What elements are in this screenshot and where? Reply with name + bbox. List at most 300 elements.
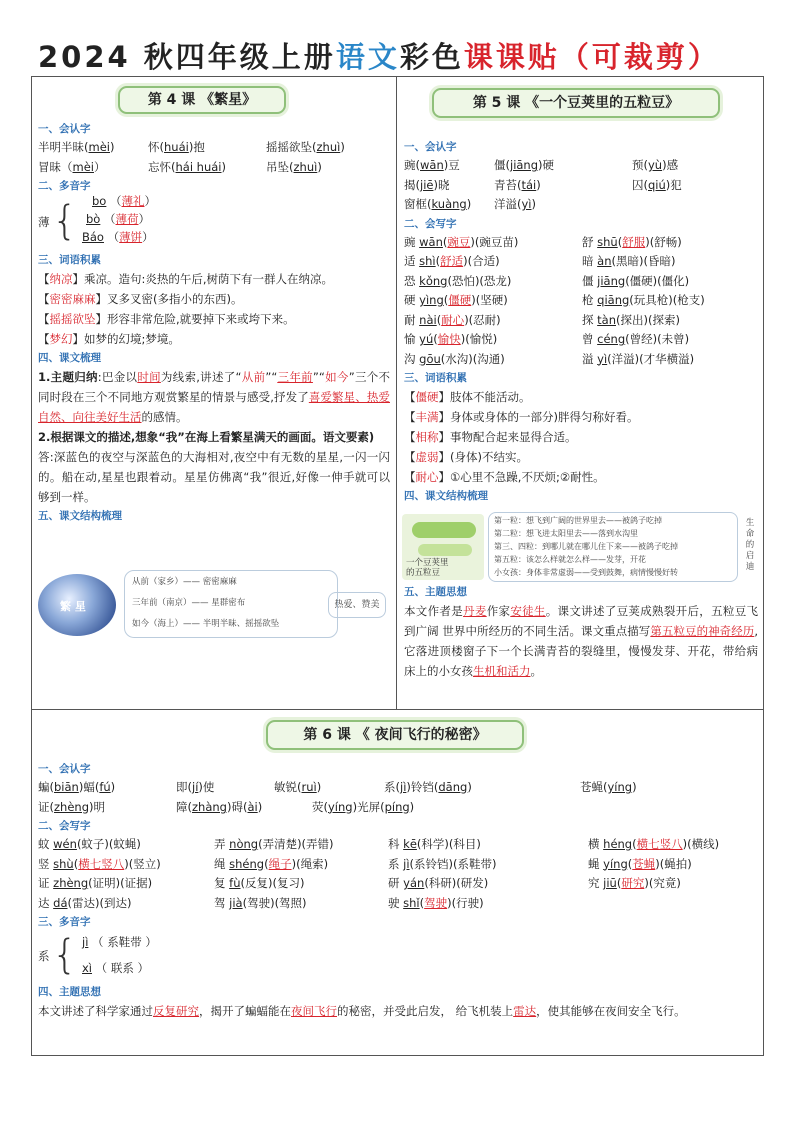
pinyin: zhèng bbox=[54, 799, 89, 814]
word: 丰满 bbox=[415, 410, 439, 424]
l5-sec2: 二、会写字 bbox=[404, 217, 457, 230]
cell bbox=[148, 138, 266, 158]
hanzi: 僵 bbox=[582, 273, 598, 288]
l6-row1 bbox=[38, 778, 760, 798]
hanzi: 忘怀( bbox=[148, 159, 176, 174]
write-row bbox=[404, 252, 758, 272]
hanzi: ) bbox=[531, 197, 537, 211]
pinyin: píng bbox=[384, 799, 410, 814]
pinyin: tàn bbox=[597, 312, 617, 327]
l6-sec1: 一、会认字 bbox=[38, 763, 91, 775]
pinyin: huái bbox=[164, 140, 189, 154]
hanzi: 弄 bbox=[214, 837, 230, 851]
pinyin: àn bbox=[597, 254, 612, 268]
hanzi: 沟 bbox=[404, 351, 420, 366]
write-row bbox=[404, 233, 758, 253]
pinyin: kē bbox=[403, 837, 417, 851]
pinyin: jì bbox=[82, 935, 89, 949]
word: (科学)(科目) bbox=[416, 837, 481, 851]
cell bbox=[494, 176, 632, 196]
cell bbox=[404, 311, 582, 331]
word: (曾经)(未曾) bbox=[625, 332, 690, 346]
cell bbox=[494, 156, 632, 176]
pinyin: yì bbox=[597, 351, 608, 366]
write-row bbox=[38, 894, 760, 914]
hanzi: 科 bbox=[388, 837, 404, 851]
word: 僵硬 bbox=[415, 390, 439, 404]
pinyin: qiāng bbox=[597, 293, 630, 307]
cell bbox=[176, 778, 274, 798]
l6-sec2: 二、会写字 bbox=[38, 820, 91, 832]
pinyin: zhàng bbox=[192, 799, 227, 814]
hanzi: 证 bbox=[38, 876, 54, 890]
l4-sec3: 三、词语积累 bbox=[38, 254, 101, 266]
cell bbox=[388, 874, 588, 894]
hanzi: 蝙( bbox=[38, 780, 54, 794]
hanzi: )使 bbox=[198, 780, 215, 794]
word: (恐怕)(恐龙) bbox=[447, 273, 512, 288]
cell bbox=[38, 835, 214, 855]
l5-pod-image bbox=[402, 514, 484, 580]
cell bbox=[214, 855, 388, 875]
word: （ 系鞋带 ） bbox=[88, 935, 157, 949]
hanzi: )抱 bbox=[188, 140, 205, 154]
word: )(绳索) bbox=[291, 856, 329, 871]
hanzi: 冒昧（ bbox=[38, 159, 73, 174]
cell bbox=[582, 233, 758, 253]
l5-map-item: 第五粒：该怎么样就怎么样——发芽，开花 bbox=[494, 555, 646, 564]
pinyin: zhuì bbox=[293, 159, 318, 174]
cell bbox=[582, 252, 758, 272]
write-row bbox=[404, 350, 758, 370]
word: 驾驶 bbox=[424, 895, 448, 910]
hanzi: 荧( bbox=[312, 799, 328, 814]
definition: 】①心里不急躁,不厌烦;②耐性。 bbox=[438, 470, 605, 484]
l5-vocab-item bbox=[404, 387, 758, 407]
word: )(行驶) bbox=[447, 895, 484, 910]
word: 舒适 bbox=[440, 254, 464, 268]
hanzi: 驶 bbox=[388, 895, 404, 910]
pinyin: ruì bbox=[301, 780, 317, 794]
divider-vertical bbox=[396, 76, 397, 709]
bracket: 【 bbox=[404, 470, 416, 484]
bracket: ） bbox=[138, 212, 150, 226]
word: ( bbox=[442, 234, 448, 249]
pinyin: nài bbox=[419, 312, 437, 327]
hanzi: )硬 bbox=[538, 158, 555, 172]
word: )(竖立) bbox=[124, 856, 161, 871]
word: )(横线) bbox=[682, 837, 720, 851]
cell bbox=[404, 195, 494, 215]
hanzi: ) bbox=[316, 780, 322, 794]
l5-sec4: 四、课文结构梳理 bbox=[404, 490, 488, 502]
word: (证明)(证据) bbox=[88, 876, 153, 890]
cell bbox=[266, 138, 386, 158]
l6-theme: 本文讲述了科学家通过反复研究，揭开了蝙蝠能在夜间飞行的秘密，并受此启发， 给飞机装上雷达，使其能够在夜间安全飞行。 bbox=[38, 1004, 686, 1018]
word: )(愉悦) bbox=[460, 332, 498, 346]
cell bbox=[214, 874, 388, 894]
word: 僵硬 bbox=[448, 293, 472, 307]
word: (洋溢)(才华横溢) bbox=[607, 351, 695, 366]
l4-brace: { bbox=[52, 198, 78, 244]
word: )(合适) bbox=[463, 254, 500, 268]
l5-row1 bbox=[404, 156, 758, 176]
cell bbox=[312, 798, 472, 818]
l5-row3 bbox=[404, 195, 758, 215]
word: 豌豆 bbox=[447, 234, 471, 249]
l6-sec4: 四、主题思想 bbox=[38, 986, 101, 998]
lesson6-panel bbox=[38, 760, 760, 1054]
cell bbox=[404, 330, 582, 350]
l4-structure-map bbox=[38, 568, 388, 642]
hanzi: )感 bbox=[662, 158, 679, 172]
hanzi: )光屏( bbox=[352, 799, 385, 814]
cell bbox=[38, 138, 148, 158]
hanzi: 适 bbox=[404, 254, 420, 268]
hanzi: ) bbox=[257, 799, 263, 814]
l5-write-list bbox=[404, 233, 758, 370]
l4-poly-list bbox=[82, 192, 156, 246]
pinyin: jià bbox=[229, 895, 243, 910]
l4-map-right: 热爱、赞美 bbox=[328, 592, 386, 618]
l4-map-item2: 三年前（南京）—— 星群密布 bbox=[132, 598, 246, 608]
pinyin: hái huái bbox=[175, 159, 222, 174]
word: ( bbox=[264, 856, 269, 871]
pinyin: yú bbox=[419, 332, 434, 346]
hanzi: 蚊 bbox=[38, 837, 54, 851]
hanzi: 敏锐( bbox=[274, 780, 302, 794]
word: 研究 bbox=[621, 876, 645, 890]
hanzi: 竖 bbox=[38, 856, 54, 871]
cell bbox=[176, 798, 312, 818]
cell bbox=[582, 272, 758, 292]
hanzi: 半明半昧( bbox=[38, 140, 89, 154]
cell bbox=[494, 195, 632, 215]
word: (弄清楚)(弄错) bbox=[258, 837, 334, 851]
cell bbox=[582, 350, 758, 370]
cell bbox=[388, 835, 588, 855]
pinyin: wān bbox=[419, 234, 443, 249]
l5-vocab-item bbox=[404, 407, 758, 427]
word: 愉快 bbox=[437, 332, 461, 346]
bracket: （ bbox=[103, 230, 120, 244]
hanzi: 豌 bbox=[404, 234, 420, 249]
bracket: ） bbox=[144, 194, 156, 208]
pinyin: shù bbox=[53, 856, 74, 871]
word: ( bbox=[73, 856, 79, 871]
hanzi: 恐 bbox=[404, 273, 420, 288]
write-row bbox=[404, 330, 758, 350]
hanzi: 探 bbox=[582, 312, 598, 327]
pinyin: bo bbox=[92, 194, 107, 208]
l5-sec1: 一、会认字 bbox=[404, 141, 457, 153]
hanzi: 复 bbox=[214, 876, 230, 890]
l5-row2 bbox=[404, 176, 758, 196]
word: （ 联系 ） bbox=[92, 961, 149, 975]
l4-vocab2: 【密密麻麻】叉多叉密(多指小的东西)。 bbox=[38, 292, 243, 306]
pinyin: yíng bbox=[603, 856, 628, 871]
bracket: 【 bbox=[404, 410, 416, 424]
l4-poly-char: 薄 bbox=[38, 215, 50, 229]
hanzi: 硬 bbox=[404, 293, 420, 307]
word: (科研)(研发) bbox=[424, 876, 489, 890]
cell bbox=[588, 835, 760, 855]
word: )(忍耐) bbox=[464, 312, 501, 327]
word: 苍蝇 bbox=[632, 856, 656, 871]
l4-vocab1: 【纳凉】乘凉。造句:炎热的午后,树荫下有一群人在纳凉。 bbox=[38, 272, 334, 286]
pinyin: tái bbox=[521, 177, 537, 192]
l4-poly-item bbox=[82, 228, 156, 246]
hanzi: ) bbox=[536, 177, 541, 192]
cell bbox=[404, 233, 582, 253]
pinyin: yíng bbox=[607, 780, 633, 794]
cell bbox=[582, 330, 758, 350]
word: )(究竟) bbox=[644, 876, 681, 890]
pinyin: shéng bbox=[229, 856, 265, 871]
l5-map-item: 小女孩：身体非常虚弱——受到鼓舞，病情慢慢好转 bbox=[494, 568, 678, 577]
lesson4-header: 第 4 课 《繁星》 bbox=[118, 86, 286, 114]
cell bbox=[632, 176, 742, 196]
pinyin: yì bbox=[521, 197, 532, 211]
l5-vocab-item bbox=[404, 467, 758, 487]
hanzi: 证( bbox=[38, 799, 54, 814]
pinyin: shì bbox=[419, 254, 436, 268]
pinyin: xì bbox=[82, 961, 93, 975]
hanzi: 研 bbox=[388, 876, 404, 890]
l5-vocab-list bbox=[404, 387, 758, 487]
word: 耐心 bbox=[441, 312, 465, 327]
hanzi: 耐 bbox=[404, 312, 420, 327]
l4-sec4: 四、课文梳理 bbox=[38, 352, 101, 364]
l4-row1 bbox=[38, 138, 390, 158]
pinyin: biān bbox=[54, 780, 79, 794]
l5-structure-map bbox=[402, 512, 760, 584]
word: 相称 bbox=[415, 430, 439, 444]
bracket: （ bbox=[100, 212, 116, 226]
hanzi: 摇摇欲坠( bbox=[266, 140, 317, 154]
word: ( bbox=[435, 254, 441, 268]
pinyin: nòng bbox=[229, 837, 259, 851]
pinyin: jiāng bbox=[597, 273, 626, 288]
hanzi: 溢 bbox=[582, 351, 598, 366]
l5-map-item: 第二粒：想飞进太阳里去——落到水沟里 bbox=[494, 529, 638, 538]
l6-poly-char: 系 bbox=[38, 949, 50, 963]
cell bbox=[38, 874, 214, 894]
l6-poly-list bbox=[82, 929, 157, 981]
hanzi: ） bbox=[93, 159, 106, 174]
l6-write-list bbox=[38, 835, 760, 913]
word: (反复)(复习) bbox=[240, 876, 305, 890]
word: ( bbox=[617, 234, 623, 249]
l4-sec2: 二、多音字 bbox=[38, 180, 91, 192]
l4-row2 bbox=[38, 158, 390, 178]
l5-theme: 本文作者是丹麦作家安徒生。课文讲述了豆荚成熟裂开后，五粒豆飞到广阔 世界中所经历的不同生活。课文重点描写第五粒豆的神奇经历,它落进顶楼窗子下一个长满青苔的裂缝里，慢慢发芽、开花，带给病床上的小女孩生机和活力。 bbox=[404, 604, 758, 678]
pinyin: kuàng bbox=[431, 197, 467, 211]
pinyin: shū bbox=[597, 234, 618, 249]
pinyin: fù bbox=[229, 876, 241, 890]
hanzi: )犯 bbox=[665, 177, 682, 192]
cell bbox=[580, 778, 700, 798]
cell bbox=[214, 894, 388, 914]
cell bbox=[388, 855, 588, 875]
word: ( bbox=[419, 895, 425, 910]
cell bbox=[404, 156, 494, 176]
hanzi: 暗 bbox=[582, 254, 598, 268]
hanzi: 预( bbox=[632, 158, 648, 172]
word: 薄礼 bbox=[121, 194, 145, 208]
write-row bbox=[38, 855, 760, 875]
l4-sec5: 五、课文结构梳理 bbox=[38, 510, 122, 522]
cell bbox=[274, 778, 384, 798]
pinyin: jiū bbox=[603, 876, 617, 890]
pinyin: jì bbox=[400, 780, 407, 794]
word: ( bbox=[433, 332, 438, 346]
hanzi: )蝠( bbox=[78, 780, 100, 794]
definition: 】身体或身体的一部分)胖得匀称好看。 bbox=[438, 410, 639, 424]
word: 虚弱 bbox=[415, 450, 439, 464]
hanzi: 曾 bbox=[582, 332, 598, 346]
cell bbox=[582, 291, 758, 311]
word: )(坚硬) bbox=[471, 293, 508, 307]
l4-answer: 答:深蓝色的夜空与深蓝色的大海相对,夜空中有无数的星星,一闪一闪的。船在动,星星也跟着动。星星仿佛离“我”很近,好像一伸手就可以够到一样。 bbox=[38, 450, 390, 504]
hanzi: ) bbox=[109, 140, 115, 154]
l5-vocab-item bbox=[404, 427, 758, 447]
pinyin: fú bbox=[99, 780, 111, 794]
hanzi: )明 bbox=[89, 799, 105, 814]
hanzi: 青苔( bbox=[494, 177, 522, 192]
pinyin: bò bbox=[86, 212, 101, 226]
pinyin: yìng bbox=[419, 293, 444, 307]
cell bbox=[588, 855, 760, 875]
cell bbox=[404, 272, 582, 292]
hanzi: 驾 bbox=[214, 895, 230, 910]
l4-vocab4: 【梦幻】如梦的幻境;梦境。 bbox=[38, 332, 180, 346]
l4-question: 2.根据课文的描述,想象“我”在海上看繁星满天的画面。语文要素) bbox=[38, 430, 375, 444]
hanzi: 怀( bbox=[148, 140, 164, 154]
pinyin: jì bbox=[403, 856, 410, 871]
l5-sec3: 三、词语积累 bbox=[404, 372, 467, 384]
hanzi: 即( bbox=[176, 780, 192, 794]
cell bbox=[632, 156, 742, 176]
word: 薄荷 bbox=[115, 212, 139, 226]
pinyin: Báo bbox=[82, 230, 104, 244]
l6-poly bbox=[38, 931, 760, 983]
write-row bbox=[404, 291, 758, 311]
cell bbox=[404, 252, 582, 272]
cell bbox=[404, 350, 582, 370]
word: ( bbox=[443, 293, 449, 307]
hanzi: ) bbox=[110, 780, 116, 794]
word: )(舒畅) bbox=[645, 234, 682, 249]
pinyin: yù bbox=[648, 158, 663, 172]
hanzi: )碍( bbox=[226, 799, 248, 814]
divider-horizontal bbox=[31, 709, 764, 710]
l4-map-center: 繁 星 bbox=[60, 600, 86, 613]
word: 横七竖八 bbox=[78, 856, 125, 871]
l5-map-list bbox=[494, 514, 678, 579]
word: ( bbox=[436, 312, 442, 327]
cell bbox=[404, 291, 582, 311]
l5-sec5: 五、主题思想 bbox=[404, 586, 467, 598]
word: (雷达)(到达) bbox=[67, 895, 132, 910]
pinyin: zhèng bbox=[53, 876, 89, 890]
pinyin: yíng bbox=[328, 799, 353, 814]
cell bbox=[404, 176, 494, 196]
word: 绳子 bbox=[268, 856, 292, 871]
pinyin: mèi bbox=[88, 140, 110, 154]
write-row bbox=[38, 835, 760, 855]
hanzi: 吊坠( bbox=[266, 159, 294, 174]
definition: 】事物配合起来显得合适。 bbox=[438, 430, 577, 444]
word: )(豌豆苗) bbox=[470, 234, 519, 249]
pinyin: céng bbox=[597, 332, 626, 346]
bracket: 【 bbox=[404, 430, 416, 444]
word: (系铃铛)(系鞋带) bbox=[409, 856, 497, 871]
l5-map-item: 第三、四粒：到哪儿就在哪儿住下来——被鸽子吃掉 bbox=[494, 542, 678, 551]
l4-theme: 1.主题归纳:巴金以时间为线索,讲述了“从前”“三年前”“如今”三个不同时段在三个不同地方观赏繁星的情景与感受,抒发了喜爱繁星、热爱自然、向往美好生活的感情。 bbox=[38, 370, 390, 424]
hanzi: 僵( bbox=[494, 158, 510, 172]
word: ( bbox=[616, 876, 622, 890]
pinyin: gōu bbox=[419, 351, 441, 366]
hanzi: )晓 bbox=[433, 177, 450, 192]
bracket: ） bbox=[142, 230, 154, 244]
l4-vocab3: 【摇摇欲坠】形容非常危险,就要掉下来或垮下来。 bbox=[38, 312, 295, 326]
word: )(蝇拍) bbox=[655, 856, 692, 871]
hanzi: 横 bbox=[588, 837, 604, 851]
l4-poly-item bbox=[82, 192, 156, 210]
pinyin: jí bbox=[192, 780, 199, 794]
l5-pod-label: 一个豆荚里 的五粒豆 bbox=[406, 558, 449, 578]
page-title: 2024 秋四年级上册语文彩色课课贴（可裁剪） bbox=[38, 40, 720, 74]
hanzi: 苍蝇( bbox=[580, 780, 608, 794]
word: 横七竖八 bbox=[636, 837, 683, 851]
word: (僵硬)(僵化) bbox=[625, 273, 690, 288]
l4-poly bbox=[38, 195, 390, 251]
definition: 】肢体不能活动。 bbox=[438, 390, 531, 404]
l5-vocab-item bbox=[404, 447, 758, 467]
cell bbox=[148, 158, 266, 178]
pinyin: mèi bbox=[72, 159, 94, 174]
word: ( bbox=[632, 837, 637, 851]
cell bbox=[38, 158, 148, 178]
l4-map-item1: 从前（家乡）—— 密密麻麻 bbox=[132, 577, 237, 587]
pinyin: zhuì bbox=[316, 140, 341, 154]
hanzi: ) bbox=[409, 799, 415, 814]
hanzi: 豌( bbox=[404, 158, 420, 172]
pinyin: jiāng bbox=[510, 158, 539, 172]
hanzi: 究 bbox=[588, 876, 604, 890]
pinyin: qiú bbox=[648, 177, 666, 192]
word: 薄饼 bbox=[119, 230, 143, 244]
hanzi: 绳 bbox=[214, 856, 230, 871]
cell bbox=[214, 835, 388, 855]
l4-sec1: 一、会认字 bbox=[38, 123, 91, 135]
pinyin: wén bbox=[53, 837, 77, 851]
hanzi: ) bbox=[317, 159, 322, 174]
lesson6-header: 第 6 课 《 夜间飞行的秘密》 bbox=[266, 720, 524, 750]
word: 耐心 bbox=[415, 470, 439, 484]
hanzi: ) bbox=[632, 780, 637, 794]
pinyin: kǒng bbox=[419, 273, 448, 288]
l6-poly-item bbox=[82, 955, 157, 981]
cell bbox=[38, 778, 176, 798]
pinyin: ài bbox=[247, 799, 258, 814]
pinyin: shǐ bbox=[403, 895, 420, 910]
word: ( bbox=[627, 856, 633, 871]
pinyin: yán bbox=[403, 876, 425, 890]
bracket: 【 bbox=[404, 450, 416, 464]
hanzi: ) bbox=[340, 140, 345, 154]
